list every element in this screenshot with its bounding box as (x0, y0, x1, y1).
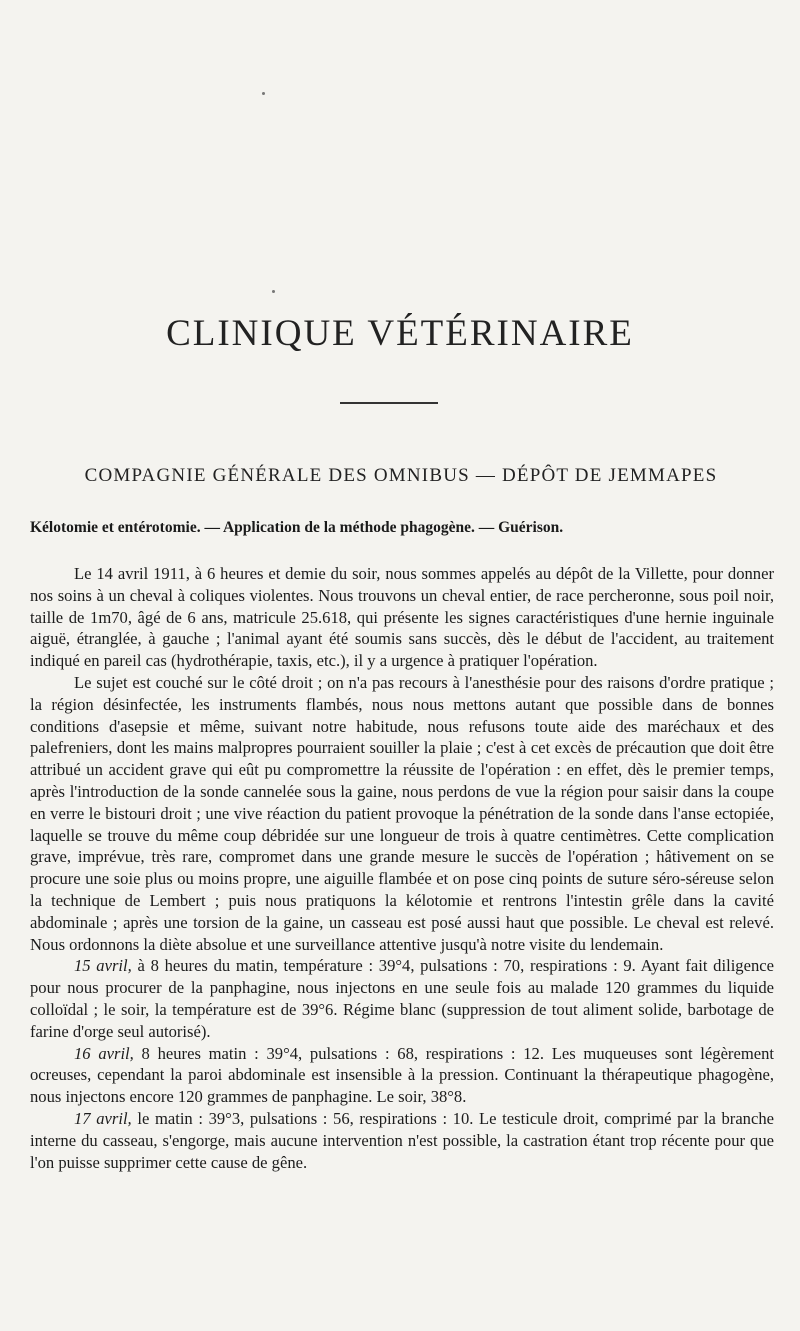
article-subheading: Kélotomie et entérotomie. — Application de la méthode phagogène. — Guérison. (30, 519, 564, 536)
paragraph-3 (30, 955, 774, 1042)
paragraph-5 (30, 1108, 774, 1173)
scan-speck (262, 92, 265, 95)
entry-date-15: 15 avril, (74, 956, 132, 976)
paragraph-1: Le 14 avril 1911, à 6 heures et demie du soir, nous sommes appelés au dépôt de la Villette, pour donner nos soins à un cheval à coliques violentes. Nous trouvons un cheval entier, de race percheronne, sous poil noir, taille de 1m70, âgé de 6 ans, matricule 25.618, qui présente les signes caractéristiques d'une hernie inguinale aiguë, étranglée, à gauche ; l'animal ayant été soumis sans succès, dès le début de l'accident, au traitement indiqué en pareil cas (hydrothérapie, taxis, etc.), il y a urgence à pratiquer l'opération. (30, 564, 774, 671)
entry-text-17: le matin : 39°3, pulsations : 56, respirations : 10. Le testicule droit, comprimé par la branche interne du casseau, s'engorge, mais aucune intervention n'est possible, la castration étant trop récente pour que l'on puisse supprimer cette cause de gêne. (30, 1108, 775, 1172)
paragraph-4 (30, 1043, 774, 1108)
page-title: CLINIQUE VÉTÉRINAIRE (166, 313, 634, 354)
entry-text-15: à 8 heures du matin, température : 39°4, pulsations : 70, respirations : 9. Ayant fait diligence pour nous procurer de la panphagine, nous injectons en une seule fois au malade 120 grammes du liquide colloïdal ; le soir, la température est de 39°6. Régime blanc (suppression de tout aliment solide, barbotage de farine d'orge seul autorisé). (30, 956, 774, 1041)
entry-text-16: 8 heures matin : 39°4, pulsations : 68, respirations : 12. Les muqueuses sont légèrement ocreuses, cependant la paroi abdominale est insensible à la pression. Continuant la thérapeutique phagogène, nous injectons encore 120 grammes de panphagine. Le soir, 38°8. (30, 1043, 774, 1107)
article-body (30, 563, 774, 1173)
scan-speck (272, 290, 275, 293)
section-heading: COMPAGNIE GÉNÉRALE DES OMNIBUS — DÉPÔT DE JEMMAPES (84, 465, 718, 486)
title-divider (340, 402, 438, 404)
entry-date-17: 17 avril, (74, 1108, 132, 1128)
entry-date-16: 16 avril, (74, 1043, 134, 1063)
paragraph-2: Le sujet est couché sur le côté droit ; on n'a pas recours à l'anesthésie pour des raisons d'ordre pratique ; la région désinfectée, les instruments flambés, nous nous mettons autant que possible dans de bonnes conditions d'asepsie et même, suivant notre habitude, nous refusons toute aide des maréchaux et des palefreniers, dont les mains malpropres pourraient souiller la plaie ; c'est à cet excès de précaution que doit être attribué un accident grave qui eût pu compromettre la réussite de l'opération : en effet, dès le premier temps, après l'introduction de la sonde cannelée sous la gaine, nous perdons de vue la région pour saisir dans la coupe en verre le bistouri droit ; une vive réaction du patient provoque la pénétration de la sonde dans l'anse ectopiée, laquelle se trouve du même coup débridée sur une longueur de trois à quatre centimètres. Cette complication grave, imprévue, très rare, compromet dans une grande mesure le succès de l'opération ; hâtivement on se procure une soie plus ou moins propre, une aiguille flambée et on pose cinq points de suture séro-séreuse selon la technique de Lembert ; puis nous pratiquons la kélotomie et rentrons l'intestin grêle dans la cavité abdominale ; après une torsion de la gaine, un casseau est posé aussi haut que possible. Le cheval est relevé. Nous ordonnons la diète absolue et une surveillance attentive jusqu'à notre visite du lendemain. (30, 672, 774, 954)
